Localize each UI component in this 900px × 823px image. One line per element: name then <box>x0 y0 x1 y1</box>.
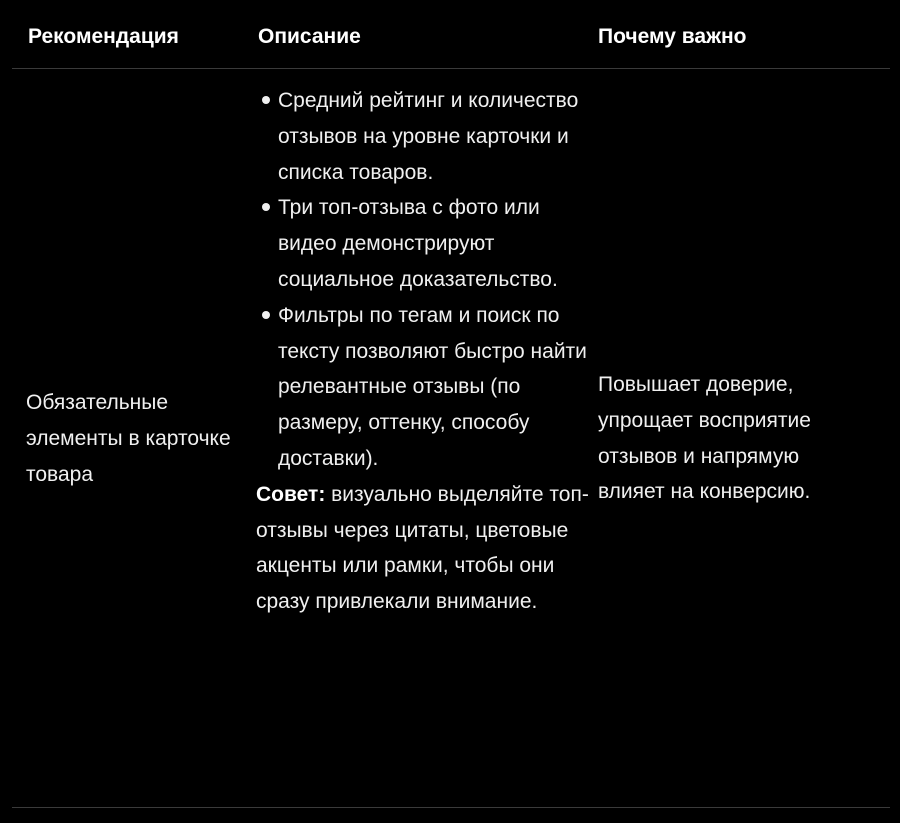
column-header-importance: Почему важно <box>598 25 747 48</box>
tip-label: Совет: <box>256 482 326 506</box>
cell-importance: Повышает доверие, упрощает восприятие отзывов и напрямую влияет на конверсию. <box>598 373 811 504</box>
list-item <box>256 190 591 297</box>
column-header-description: Описание <box>258 25 361 48</box>
column-header-recommendation: Рекомендация <box>28 25 179 48</box>
bullet-icon <box>262 96 270 104</box>
cell-description <box>256 83 591 620</box>
list-item-text: Средний рейтинг и количество отзывов на уровне карточки и списка товаров. <box>278 89 579 184</box>
tip-text: визуально выделяйте топ-отзывы через цитаты, цветовые акценты или рамки, чтобы они сразу привлекали внимание. <box>256 482 589 614</box>
list-item <box>256 83 591 190</box>
list-item-text: Фильтры по тегам и поиск по тексту позволяют быстро найти релевантные отзывы (по размеру, оттенку, способу доставки). <box>278 303 587 470</box>
bullet-icon <box>262 203 270 211</box>
description-list <box>256 83 591 477</box>
recommendation-table <box>12 0 890 823</box>
list-item <box>256 298 591 477</box>
row-divider <box>12 807 890 808</box>
cell-recommendation: Обязательные элементы в карточке товара <box>26 391 231 486</box>
list-item-text: Три топ-отзыва с фото или видео демонстрируют социальное доказательство. <box>278 196 558 291</box>
bullet-icon <box>262 311 270 319</box>
tip-paragraph <box>256 477 591 620</box>
header-divider <box>12 68 890 69</box>
